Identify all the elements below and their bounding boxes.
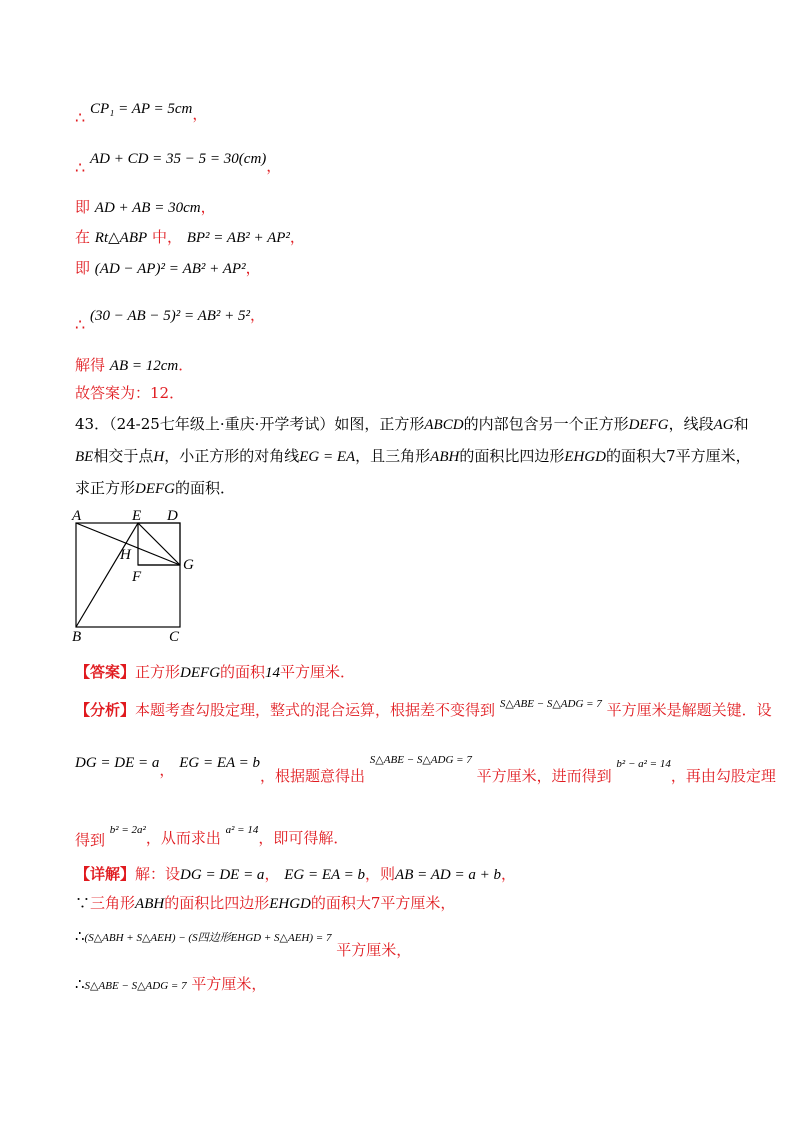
detail-text: ，则 [365, 865, 396, 883]
detail-line-2 [75, 893, 455, 914]
therefore-symbol: ∴ [75, 975, 85, 993]
question-text: ，小正方形的对角线 [164, 447, 300, 465]
analysis-text: ，根据题意得出 [260, 767, 366, 785]
question-number: 43． [75, 415, 110, 433]
solution-line-7 [75, 355, 193, 376]
question-source: （24-25七年级上·重庆·开学考试） [109, 415, 335, 433]
text-prefix: 在 [75, 228, 91, 246]
detail-line-1 [75, 864, 516, 885]
analysis-text: 平方厘米是解题关键．设 [606, 701, 772, 719]
detail-text: 三角形 [90, 894, 136, 912]
question-text: ，且三角形 [355, 447, 431, 465]
math-dg-de: DG = DE = a [75, 755, 160, 771]
question-line-1 [75, 414, 749, 435]
math-a2: a² = 14 [225, 824, 259, 836]
analysis-text: 得到 [75, 831, 106, 849]
text-prefix: 即 [75, 259, 91, 277]
solution-line-1 [75, 98, 208, 127]
detail-line-3 [75, 926, 412, 959]
segment-eg [138, 523, 180, 565]
math-h: H [153, 449, 165, 465]
detail-line-4 [75, 974, 266, 996]
analysis-line-2 [75, 752, 776, 785]
answer-text: 的面积 [220, 663, 266, 681]
analysis-tag: 【分析】 [75, 701, 136, 719]
math-ab-ad: AB = AD = a + b [395, 867, 501, 883]
question-line-3 [75, 478, 235, 499]
solution-line-5 [75, 258, 261, 279]
label-a: A [72, 508, 82, 524]
math-eg-ea: EG = EA [299, 449, 356, 465]
question-text: ，线段 [668, 415, 714, 433]
solution-line-2 [75, 148, 282, 177]
math-expression: (AD − AP)² = AB² + AP² [94, 261, 246, 277]
label-d: D [167, 508, 178, 524]
punctuation: ， [200, 198, 216, 216]
question-text: 求正方形 [75, 479, 136, 497]
question-text: 的面积． [175, 479, 236, 497]
math-eg-ea: EG = EA = b [179, 755, 260, 771]
label-b: B [72, 629, 82, 645]
detail-text: 平方厘米， [336, 941, 412, 959]
answer-tag: 【答案】 [75, 663, 136, 681]
therefore-symbol: ∴ [75, 315, 86, 334]
text-middle: 中， [151, 228, 182, 246]
analysis-line-3 [75, 818, 349, 849]
question-text: 相交于点 [93, 447, 154, 465]
punctuation: ， [159, 761, 175, 779]
punctuation: ， [289, 228, 305, 246]
math-abh: ABH [430, 449, 460, 465]
math-dg-de: DG = DE = a [180, 867, 265, 883]
detail-tag: 【详解】 [75, 865, 136, 883]
math-abcd: ABCD [424, 417, 464, 433]
analysis-text: ，即可得解． [258, 829, 349, 847]
because-symbol: ∵ [75, 894, 91, 912]
math-abh: ABH [135, 896, 165, 912]
math-b2-a2: b² − a² = 14 [616, 758, 671, 770]
math-expression: AD + AB = 30cm [94, 200, 201, 216]
question-text: 如图，正方形 [334, 415, 425, 433]
math-ehgd: EHGD [269, 896, 311, 912]
label-g: G [183, 557, 194, 573]
answer-text: 正方形 [135, 663, 181, 681]
math-defg: DEFG [135, 481, 176, 497]
math-be: BE [75, 449, 94, 465]
detail-text: 解：设 [135, 865, 181, 883]
math-b2-2a2: b² = 2a² [109, 824, 146, 836]
math-area-difference: S△ABE − S△ADG = 7 [84, 980, 187, 992]
punctuation: ， [245, 259, 261, 277]
math-expression: AD + CD = 35 − 5 = 30(cm) [89, 151, 267, 167]
math-defg: DEFG [180, 665, 221, 681]
math-expression: CP₁ = AP = 5cm [89, 101, 193, 117]
math-area-difference: S△ABE − S△ADG = 7 [369, 754, 472, 766]
answer-text: 平方厘米． [280, 663, 356, 681]
detail-text: 的面积大7平方厘米， [310, 894, 456, 912]
question-text: 的内部包含另一个正方形 [463, 415, 629, 433]
text-prefix: 即 [75, 198, 91, 216]
punctuation: ． [178, 356, 194, 374]
solution-line-4 [75, 227, 305, 248]
question-text: 的面积比四边形 [459, 447, 565, 465]
punctuation: ， [250, 306, 266, 324]
segment-be [76, 523, 138, 627]
solution-line-3 [75, 197, 216, 218]
math-expression: BP² = AB² + AP² [186, 230, 290, 246]
math-defg: DEFG [628, 417, 669, 433]
label-h: H [120, 547, 131, 563]
analysis-text: ，从而求出 [145, 829, 221, 847]
solution-line-6 [75, 305, 266, 334]
therefore-symbol: ∴ [75, 927, 85, 945]
analysis-text: 平方厘米，进而得到 [476, 767, 612, 785]
math-area-equation: (S△ABH + S△AEH) − (S四边形EHGD + S△AEH) = 7 [84, 932, 332, 944]
detail-text: 平方厘米， [191, 975, 267, 993]
label-f: F [132, 569, 142, 585]
geometry-figure [68, 505, 208, 645]
therefore-symbol: ∴ [75, 108, 86, 127]
math-eg-ea: EG = EA = b [284, 867, 366, 883]
punctuation: ， [264, 865, 280, 883]
label-c: C [169, 629, 180, 645]
analysis-line-1 [75, 700, 772, 722]
question-text: 和 [733, 415, 749, 433]
answer-value: 14 [265, 665, 281, 681]
analysis-text: 本题考查勾股定理，整式的混合运算，根据差不变得到 [135, 701, 496, 719]
text-prefix: 解得 [75, 356, 106, 374]
therefore-symbol: ∴ [75, 158, 86, 177]
square-abcd [76, 523, 180, 627]
math-area-difference: S△ABE − S△ADG = 7 [499, 698, 602, 710]
math-expression: (30 − AB − 5)² = AB² + 5² [89, 308, 251, 324]
math-expression: Rt△ABP [94, 230, 148, 246]
label-e: E [132, 508, 142, 524]
math-ehgd: EHGD [564, 449, 607, 465]
math-ag: AG [713, 417, 734, 433]
question-line-2 [75, 446, 751, 467]
punctuation: ， [500, 865, 516, 883]
question-text: 的面积大7平方厘米， [606, 447, 751, 465]
punctuation: ， [266, 157, 282, 175]
answer-line [75, 662, 355, 683]
math-expression: AB = 12cm [109, 358, 179, 374]
punctuation: ， [192, 105, 208, 123]
detail-text: 的面积比四边形 [164, 894, 270, 912]
analysis-text: ，再由勾股定理 [670, 767, 776, 785]
solution-final-answer: 故答案为：12． [75, 384, 185, 402]
